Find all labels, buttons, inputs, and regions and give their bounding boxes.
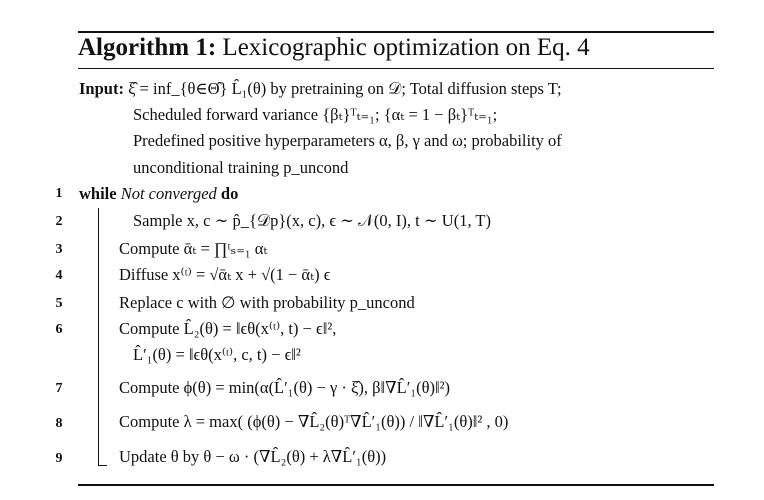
step-5: Replace c with ∅ with probability p_uncond (119, 293, 415, 312)
input-line-3: Predefined positive hyperparameters α, β, γ and ω; probability of (133, 131, 562, 150)
bottom-rule (78, 484, 714, 486)
step-while (79, 184, 238, 204)
input-text-1: ξ̂ = inf_{θ∈Θ̂} L̂₁(θ) by pretraining on 𝒟; Total diffusion steps T; (128, 79, 562, 98)
step-3: Compute ᾱₜ = ∏ᵗₛ₌₁ αₜ (119, 239, 268, 258)
line-number-3: 3 (55, 242, 63, 257)
line-number-5: 5 (55, 296, 63, 311)
do-keyword: do (220, 184, 239, 203)
line-number-6: 6 (55, 322, 63, 337)
line-number-2: 2 (55, 214, 63, 229)
line-number-4: 4 (55, 268, 63, 283)
input-label: Input: (79, 79, 124, 98)
algorithm-name: Lexicographic optimization on Eq. 4 (222, 34, 590, 61)
step-4: Diffuse x⁽ᵗ⁾ = √ᾱₜ x + √(1 − ᾱₜ) ϵ (119, 265, 331, 284)
top-rule (78, 31, 714, 33)
step-8: Compute λ = max( (ϕ(θ) − ∇L̂₂(θ)ᵀ∇L̂′₁(θ)) / ‖∇L̂′₁(θ)‖² , 0) (119, 412, 509, 431)
step-6b: L̂′₁(θ) = ‖ϵθ(x⁽ᵗ⁾, c, t) − ϵ‖² (133, 345, 301, 364)
input-line-1 (79, 79, 562, 99)
line-number-1: 1 (55, 186, 63, 201)
step-6a: Compute L̂₂(θ) = ‖ϵθ(x⁽ᵗ⁾, t) − ϵ‖², (119, 319, 337, 338)
step-2: Sample x, c ∼ p̂_{𝒟p}(x, c), ϵ ∼ 𝒩(0, I), t ∼ U(1, T) (133, 211, 491, 230)
line-number-7: 7 (55, 381, 63, 396)
step-9: Update θ by θ − ω · (∇L̂₂(θ) + λ∇L̂′₁(θ)) (119, 447, 387, 466)
loop-body-foot (98, 465, 107, 466)
line-number-9: 9 (55, 451, 63, 466)
while-keyword: while (79, 184, 117, 203)
input-line-2: Scheduled forward variance {βₜ}ᵀₜ₌₁; {αₜ = 1 − βₜ}ᵀₜ₌₁; (133, 105, 498, 124)
loop-condition: Not converged (120, 184, 217, 203)
step-7: Compute ϕ(θ) = min(α(L̂′₁(θ) − γ · ξ̂), β‖∇L̂′₁(θ)‖²) (119, 378, 451, 397)
algorithm-title (78, 34, 590, 62)
title-rule (78, 68, 714, 69)
input-line-4: unconditional training p_uncond (133, 158, 349, 177)
line-number-8: 8 (55, 416, 63, 431)
algorithm-label: Algorithm 1: (78, 34, 217, 61)
loop-body-bar (98, 208, 99, 465)
